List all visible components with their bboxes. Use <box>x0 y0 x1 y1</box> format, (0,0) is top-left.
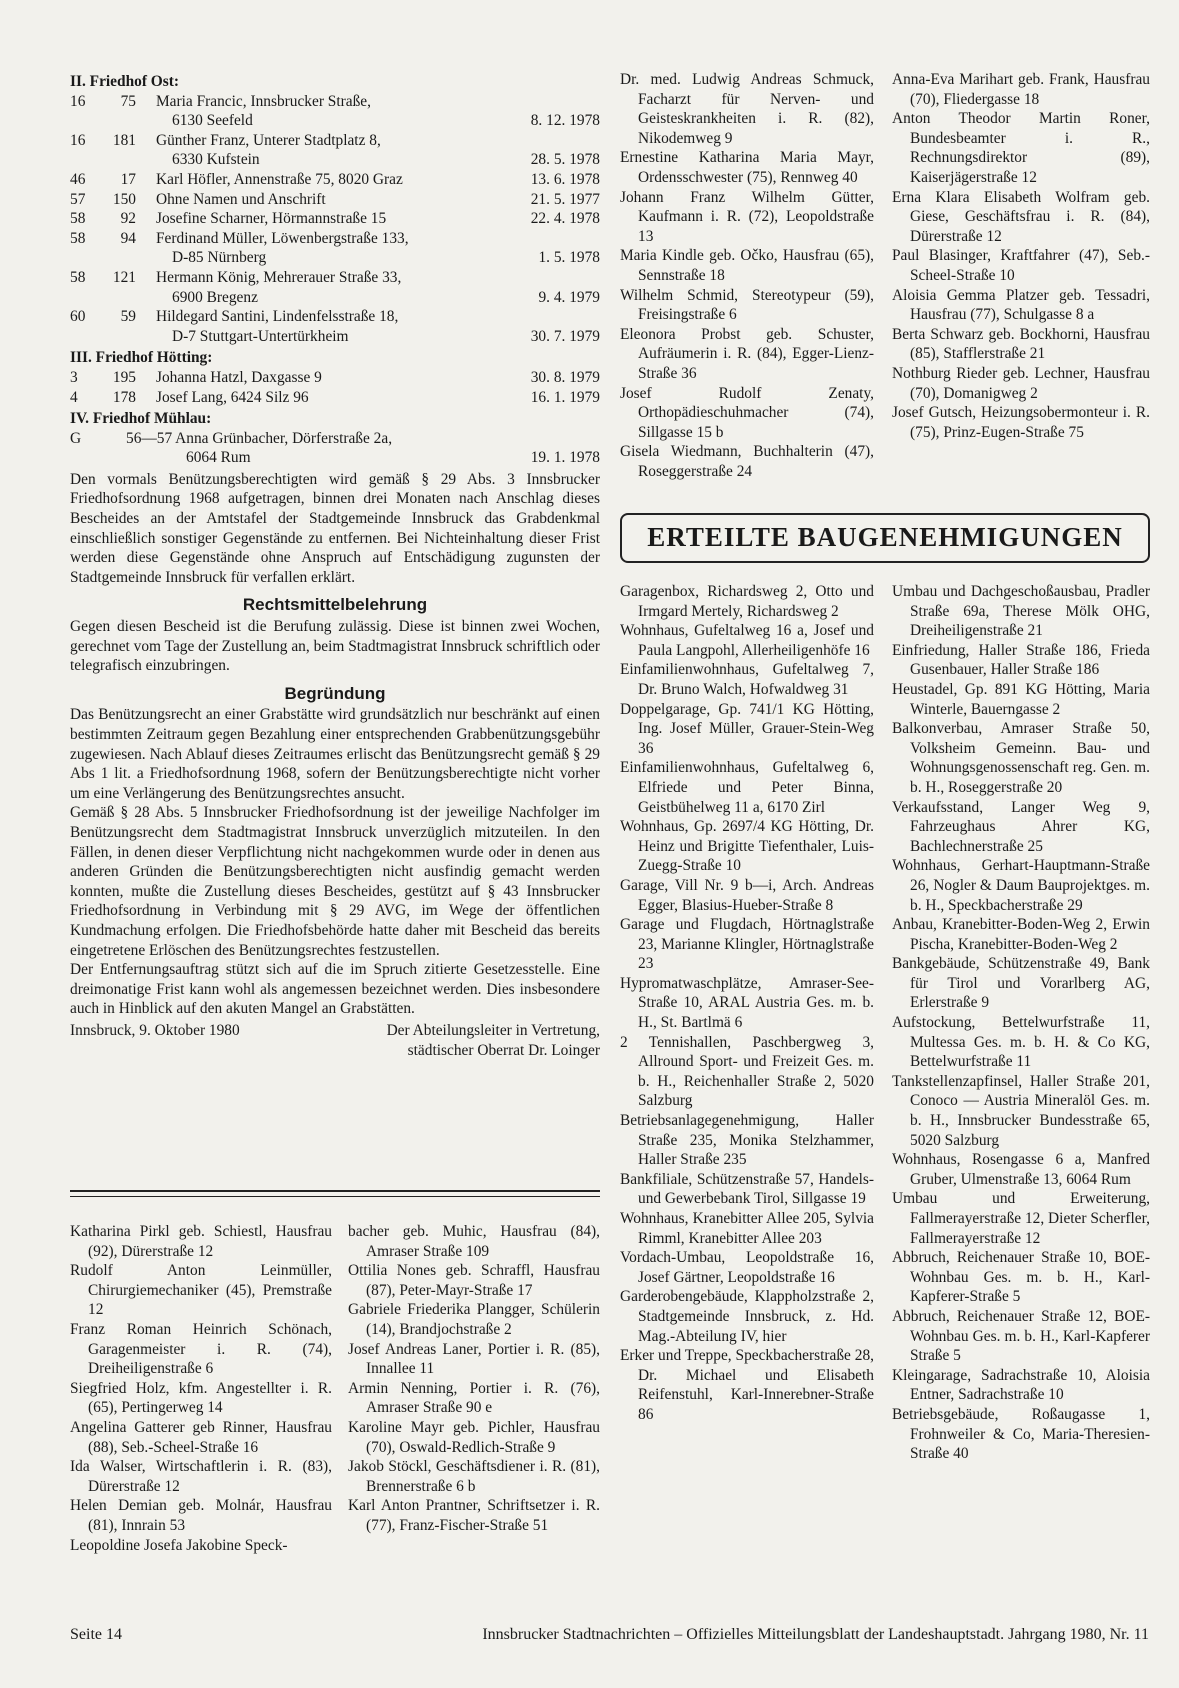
permit-entry: Verkaufsstand, Langer Weg 9, Fahrzeughaus Ahrer KG, Bachlechnerstraße 25 <box>892 798 1150 855</box>
grave-row <box>70 429 600 468</box>
building-permits-banner: ERTEILTE BAUGENEHMIGUNGEN <box>620 513 1150 563</box>
grave-date: 9. 4. 1979 <box>538 288 600 306</box>
death-list-col-4 <box>892 70 1150 442</box>
death-entry: Anton Theodor Martin Roner, Bundesbeamter i. R., Rechnungsdirektor (89), Kaiserjägerstraße 12 <box>892 110 1150 186</box>
grave-number: 94 <box>120 229 136 247</box>
grave-field: 46 <box>70 170 86 188</box>
grave-field: 3 <box>70 368 78 386</box>
grave-number: 195 <box>112 368 136 386</box>
grave-desc <box>156 170 498 190</box>
divider-rule <box>70 1190 600 1192</box>
grave-desc-line: D-85 Nürnberg <box>172 249 267 267</box>
permit-entry: Garage, Vill Nr. 9 b—i, Arch. Andreas Egger, Blasius-Hueber-Straße 8 <box>620 876 874 914</box>
death-entry: Gabriele Friederika Plangger, Schülerin (14), Brandjochstraße 2 <box>348 1301 600 1338</box>
page-number: Seite 14 <box>70 1626 122 1643</box>
page-footer <box>70 1625 1149 1645</box>
death-entry: Ernestine Katharina Maria Mayr, Ordensschwester (75), Rennweg 40 <box>620 149 874 186</box>
grave-desc <box>156 268 498 307</box>
permit-entry: Umbau und Erweiterung, Fallmerayerstraße 12, Dieter Scherfler, Fallmerayerstraße 12 <box>892 1190 1150 1247</box>
grave-desc-line: 6130 Seefeld <box>172 112 253 130</box>
grave-desc <box>156 229 498 268</box>
grave-desc-line: Maria Francic, Innsbrucker Straße, <box>156 92 371 110</box>
grave-desc-line: Ohne Namen und Anschrift <box>156 190 326 208</box>
death-list-col-2 <box>348 1222 600 1536</box>
grave-row <box>70 190 600 210</box>
death-entry: Aloisia Gemma Platzer geb. Tessadri, Hausfrau (77), Schulgasse 8 a <box>892 286 1150 324</box>
grave-desc-line: Josef Lang, 6424 Silz 96 <box>156 388 309 406</box>
grave-number: 17 <box>120 170 136 188</box>
grave-number: 178 <box>112 388 136 406</box>
removal-order-paragraph: Den vormals Benützungsberechtigten wird gemäß § 29 Abs. 3 Innsbrucker Friedhofsordnung 1968 aufgetragen, binnen drei Monaten nach Anschlag dieses Bescheides an der Amtstafel der Stadtgemeinde Innsbruck das Grabdenkmal einschließlich sonstiger Gegenstände zu entfernen. Bei Nichteinhaltung dieser Frist werden diese Gegenstände ohne Anspruch auf Entschädigung zugunsten der Stadtgemeinde Innsbruck für verfallen erklärt. <box>70 470 600 586</box>
grave-row <box>70 209 600 229</box>
permit-entry: Wohnhaus, Kranebitter Allee 205, Sylvia Rimml, Kranebitter Allee 203 <box>620 1210 874 1247</box>
permit-entry: Bankfiliale, Schützenstraße 57, Handels- und Gewerbebank Tirol, Sillgasse 19 <box>620 1170 874 1208</box>
permit-list-col-2 <box>892 582 1150 1464</box>
permit-entry: Abbruch, Reichenauer Straße 12, BOE-Wohnbau Ges. m. b. H., Karl-Kapferer Straße 5 <box>892 1307 1150 1365</box>
permit-entry: Garage und Flugdach, Hörtnaglstraße 23, Marianne Klingler, Hörtnaglstraße 23 <box>620 916 874 973</box>
grave-row <box>70 307 600 346</box>
death-entry: Paul Blasinger, Kraftfahrer (47), Seb.-Scheel-Straße 10 <box>892 247 1150 284</box>
death-entry: Anna-Eva Marihart geb. Frank, Hausfrau (70), Fliedergasse 18 <box>892 71 1150 108</box>
permit-entry: Kleingarage, Sadrachstraße 10, Aloisia Entner, Sadrachstraße 10 <box>892 1366 1150 1404</box>
grave-date: 30. 7. 1979 <box>530 327 600 345</box>
death-entry: Karoline Mayr geb. Pichler, Hausfrau (70), Oswald-Redlich-Straße 9 <box>348 1418 600 1456</box>
grave-number: 59 <box>120 308 136 326</box>
permit-entry: Garagenbox, Richardsweg 2, Otto und Irmgard Mertely, Richardsweg 2 <box>620 583 874 620</box>
grave-number: 75 <box>120 92 136 110</box>
death-entry: Helen Demian geb. Molnár, Hausfrau (81), Innrain 53 <box>70 1497 332 1534</box>
grave-desc-line: D-7 Stuttgart-Untertürkheim <box>172 327 349 345</box>
grave-field: 58 <box>70 210 86 228</box>
permit-entry: Hypromatwaschplätze, Amraser-See-Straße 10, ARAL Austria Ges. m. b. H., St. Bartlmä 6 <box>620 974 874 1032</box>
death-entry: Erna Klara Elisabeth Wolfram geb. Giese, Geschäftsfrau i. R. (84), Dürerstraße 12 <box>892 188 1150 245</box>
death-list-col-1 <box>70 1222 332 1555</box>
grave-desc <box>156 190 498 210</box>
permit-entry: Garderobengebäude, Klappholzstraße 2, Stadtgemeinde Innsbruck, z. Hd. Mag.-Abteilung IV, hier <box>620 1288 874 1345</box>
permit-entry: Vordach-Umbau, Leopoldstraße 16, Josef Gärtner, Leopoldstraße 16 <box>620 1249 874 1286</box>
permit-entry: 2 Tennishallen, Paschbergweg 3, Allround Sport- und Freizeit Ges. m. b. H., Reichenhaller Straße 2, 5020 Salzburg <box>620 1033 874 1110</box>
grave-field: 4 <box>70 388 78 406</box>
grave-row <box>70 368 600 388</box>
grave-row <box>70 268 600 307</box>
grave-desc-line: 6900 Bregenz <box>172 288 258 306</box>
grave-date: 16. 1. 1979 <box>530 388 600 406</box>
permit-entry: Tankstellenzapfinsel, Haller Straße 201, Conoco — Austria Mineralöl Ges. m. b. H., Innsbrucker Bundesstraße 65, 5020 Salzburg <box>892 1072 1150 1149</box>
death-entry: Siegfried Holz, kfm. Angestellter i. R. (65), Pertingerweg 14 <box>70 1379 332 1417</box>
grave-desc-line: Josefine Scharner, Hörmannstraße 15 <box>156 210 387 228</box>
grave-desc-line: 6064 Rum <box>186 449 251 467</box>
grave-field: 60 <box>70 308 86 326</box>
grave-desc-line: Hermann König, Mehrerauer Straße 33, <box>156 268 402 286</box>
grave-row <box>70 131 600 170</box>
grave-desc-line: 56—57 Anna Grünbacher, Dörferstraße 2a, <box>126 429 393 447</box>
grave-date: 21. 5. 1977 <box>530 190 600 208</box>
grave-field: 16 <box>70 131 86 149</box>
permit-entry: Erker und Treppe, Speckbacherstraße 28, Dr. Michael und Elisabeth Reifenstuhl, Karl-Innerebner-Straße 86 <box>620 1347 874 1423</box>
grave-date: 8. 12. 1978 <box>530 112 600 130</box>
death-entry: Josef Rudolf Zenaty, Orthopädieschuhmacher (74), Sillgasse 15 b <box>620 384 874 441</box>
grave-desc <box>156 131 498 170</box>
grave-desc <box>156 209 498 229</box>
legal-remedy-heading: Rechtsmittelbelehrung <box>242 595 428 615</box>
grave-number: 150 <box>112 190 136 208</box>
permit-entry: Wohnhaus, Gerhart-Hauptmann-Straße 26, Nogler & Daum Bauprojektges. m. b. H., Speckbacherstraße 29 <box>892 857 1150 914</box>
permit-entry: Abbruch, Reichenauer Straße 10, BOE-Wohnbau Ges. m. b. H., Karl-Kapferer-Straße 5 <box>892 1249 1150 1306</box>
grave-date: 22. 4. 1978 <box>530 210 600 228</box>
death-entry: Rudolf Anton Leinmüller, Chirurgiemechaniker (45), Premstraße 12 <box>70 1262 332 1319</box>
grave-date: 30. 8. 1979 <box>530 368 600 386</box>
permit-entry: Bankgebäude, Schützenstraße 49, Bank für Tirol und Vorarlberg AG, Erlerstraße 9 <box>892 955 1150 1012</box>
grave-desc <box>156 388 498 408</box>
death-entry: Katharina Pirkl geb. Schiestl, Hausfrau (92), Dürerstraße 12 <box>70 1223 332 1260</box>
grave-number: 181 <box>112 131 136 149</box>
justification-paragraph-3: Der Entfernungsauftrag stützt sich auf die im Spruch zitierte Gesetzesstelle. Eine dreimonatige Frist kann wohl als angemessen bezeichnet werden. Dies insbesondere auch in Hinblick auf den akuten Mangel an Grabstätten. <box>70 961 600 1018</box>
section-heading-muehlau: IV. Friedhof Mühlau: <box>70 410 212 428</box>
permit-entry: Betriebsanlagegenehmigung, Haller Straße 235, Monika Stelzhammer, Haller Straße 235 <box>620 1112 874 1169</box>
death-list-col-3 <box>620 70 874 481</box>
permit-entry: Aufstockung, Bettelwurfstraße 11, Multessa Ges. m. b. H. & Co KG, Bettelwurfstraße 11 <box>892 1014 1150 1071</box>
permit-entry: Einfamilienwohnhaus, Gufeltalweg 7, Dr. Bruno Walch, Hofwaldweg 31 <box>620 661 874 698</box>
grave-desc <box>96 429 498 468</box>
signature-line-2: städtischer Oberrat Dr. Loinger <box>407 1041 600 1059</box>
death-entry: Berta Schwarz geb. Bockhorni, Hausfrau (85), Stafflerstraße 21 <box>892 325 1150 363</box>
permit-entry: Wohnhaus, Gp. 2697/4 KG Hötting, Dr. Heinz und Brigitte Tiefenthaler, Luis-Zuegg-Straße 10 <box>620 818 874 875</box>
section-heading-ost: II. Friedhof Ost: <box>70 73 180 90</box>
section-heading-hoetting: III. Friedhof Hötting: <box>70 349 213 367</box>
grave-desc-line: Johanna Hatzl, Daxgasse 9 <box>156 368 322 386</box>
grave-desc-line: Günther Franz, Unterer Stadtplatz 8, <box>156 131 381 149</box>
grave-date: 1. 5. 1978 <box>538 249 600 267</box>
death-entry: Ida Walser, Wirtschaftlerin i. R. (83), Dürerstraße 12 <box>70 1458 332 1495</box>
permit-entry: Betriebsgebäude, Roßaugasse 1, Frohnweiler & Co, Maria-Theresien-Straße 40 <box>892 1405 1150 1463</box>
grave-row <box>70 170 600 190</box>
permit-list-col-1 <box>620 582 874 1425</box>
permit-entry: Einfriedung, Haller Straße 186, Frieda Gusenbauer, Haller Straße 186 <box>892 641 1150 679</box>
permit-entry: Wohnhaus, Gufeltalweg 16 a, Josef und Paula Langpohl, Allerheiligenhöfe 16 <box>620 622 874 659</box>
permit-entry: Einfamilienwohnhaus, Gufeltalweg 6, Elfriede und Peter Binna, Geistbühelweg 11 a, 6170 Zirl <box>620 759 874 816</box>
death-entry: Nothburg Rieder geb. Lechner, Hausfrau (70), Domanigweg 2 <box>892 364 1150 402</box>
permit-entry: Wohnhaus, Rosengasse 6 a, Manfred Gruber, Ulmenstraße 13, 6064 Rum <box>892 1151 1150 1188</box>
death-entry: bacher geb. Muhic, Hausfrau (84), Amraser Straße 109 <box>348 1223 600 1260</box>
grave-field: 58 <box>70 229 86 247</box>
legal-remedy-text: Gegen diesen Bescheid ist die Berufung zulässig. Diese ist binnen zwei Wochen, gerechnet vom Tage der Zustellung an, beim Stadtmagistrat Innsbruck schriftlich oder telegrafisch einzubringen. <box>70 618 600 675</box>
death-entry: Armin Nenning, Portier i. R. (76), Amraser Straße 90 e <box>348 1379 600 1417</box>
death-entry: Maria Kindle geb. Očko, Hausfrau (65), Sennstraße 18 <box>620 247 874 284</box>
grave-date: 19. 1. 1978 <box>530 449 600 467</box>
grave-desc-line: Ferdinand Müller, Löwenbergstraße 133, <box>156 229 409 247</box>
permit-entry: Doppelgarage, Gp. 741/1 KG Hötting, Ing. Josef Müller, Grauer-Stein-Weg 36 <box>620 700 874 757</box>
justification-paragraph-2: Gemäß § 28 Abs. 5 Innsbrucker Friedhofsordnung ist der jeweilige Nachfolger im Benützungsrecht dem Stadtmagistrat Innsbruck unverzüglich mitzuteilen. In den Fällen, in denen dieser Verpflichtung nicht nachgekommen wurde oder in denen aus anderen Gründen die Benützungsberechtigten nicht ausfindig gemacht werden konnten, mußte die Zustellung dieses Bescheides, gestützt auf § 43 Innsbrucker Friedhofsordnung in Verbindung mit § 29 AVG, im Wege der öffentlichen Kundmachung erfolgen. Die Friedhofsbehörde hatte daher mit Bescheid das bereits eingetretene Erlöschen des Benützungsrechtes festzustellen. <box>70 804 600 959</box>
grave-number: 92 <box>120 210 136 228</box>
grave-field: 16 <box>70 92 86 110</box>
signature-line-1: Der Abteilungsleiter in Vertretung, <box>386 1021 600 1039</box>
grave-date: 28. 5. 1978 <box>530 151 600 169</box>
grave-desc-line: Hildegard Santini, Lindenfelsstraße 18, <box>156 308 399 326</box>
death-entry: Gisela Wiedmann, Buchhalterin (47), Roseggerstraße 24 <box>620 443 874 480</box>
grave-list-hoetting <box>70 368 600 407</box>
grave-field: 58 <box>70 268 86 286</box>
death-entry: Johann Franz Wilhelm Gütter, Kaufmann i. R. (72), Leopoldstraße 13 <box>620 188 874 245</box>
signature-official <box>387 1021 600 1060</box>
death-entry: Leopoldine Josefa Jakobine Speck- <box>70 1536 288 1554</box>
grave-desc <box>156 368 498 388</box>
justification-heading: Begründung <box>284 683 386 703</box>
cemetery-notice <box>70 70 600 1060</box>
grave-field: G <box>70 429 82 447</box>
permit-entry: Anbau, Kranebitter-Boden-Weg 2, Erwin Pischa, Kranebitter-Boden-Weg 2 <box>892 916 1150 953</box>
signature-block <box>70 1021 600 1060</box>
death-entry: Angelina Gatterer geb Rinner, Hausfrau (88), Seb.-Scheel-Straße 16 <box>70 1418 332 1456</box>
divider-rule <box>70 1196 600 1197</box>
death-entry: Ottilia Nones geb. Schraffl, Hausfrau (87), Peter-Mayr-Straße 17 <box>348 1262 600 1299</box>
death-entry: Wilhelm Schmid, Stereotypeur (59), Freisingstraße 6 <box>620 286 874 324</box>
grave-row <box>70 229 600 268</box>
grave-desc <box>156 92 498 131</box>
permit-entry: Heustadel, Gp. 891 KG Hötting, Maria Winterle, Bauerngasse 2 <box>892 680 1150 718</box>
death-entry: Josef Andreas Laner, Portier i. R. (85), Innallee 11 <box>348 1340 600 1378</box>
signature-place-date: Innsbruck, 9. Oktober 1980 <box>70 1021 240 1039</box>
grave-row <box>70 388 600 408</box>
grave-list-ost <box>70 92 600 347</box>
publication-title: Innsbrucker Stadtnachrichten – Offizielles Mitteilungsblatt der Landeshauptstadt. Jahrgang 1980, Nr. 11 <box>482 1626 1149 1643</box>
permit-entry: Umbau und Dachgeschoßausbau, Pradler Straße 69a, Therese Mölk OHG, Dreiheiligenstraße 21 <box>892 583 1150 640</box>
grave-desc-line: Karl Höfler, Annenstraße 75, 8020 Graz <box>156 170 403 188</box>
permit-entry: Balkonverbau, Amraser Straße 50, Volksheim Gemeinn. Bau- und Wohnungsgenossenschaft reg. Gen. m. b. H., Roseggerstraße 20 <box>892 720 1150 796</box>
grave-number: 121 <box>112 268 136 286</box>
death-entry: Franz Roman Heinrich Schönach, Garagenmeister i. R. (74), Dreiheiligenstraße 6 <box>70 1320 332 1378</box>
grave-field: 57 <box>70 190 86 208</box>
justification-paragraph-1: Das Benützungsrecht an einer Grabstätte wird grundsätzlich nur beschränkt auf einen bestimmten Zeitraum gegen Bezahlung einer entsprechenden Grabbenützungsgebühr zugewiesen. Nach Ablauf dieses Zeitraumes erlischt das Benützungsrecht gemäß § 29 Abs 1 lit. a Friedhofsordnung 1968, sofern der Benützungsberechtigte nicht vorher um eine Verlängerung des Benützungsrechtes ansucht. <box>70 706 600 802</box>
death-entry: Josef Gutsch, Heizungsobermonteur i. R. (75), Prinz-Eugen-Straße 75 <box>892 404 1150 441</box>
grave-row <box>70 92 600 131</box>
death-entry: Karl Anton Prantner, Schriftsetzer i. R. (77), Franz-Fischer-Straße 51 <box>348 1497 600 1534</box>
death-entry: Eleonora Probst geb. Schuster, Aufräumerin i. R. (84), Egger-Lienz-Straße 36 <box>620 325 874 382</box>
death-entry: Jakob Stöckl, Geschäftsdiener i. R. (81), Brennerstraße 6 b <box>348 1458 600 1495</box>
grave-desc <box>156 307 498 346</box>
grave-date: 13. 6. 1978 <box>530 170 600 188</box>
grave-desc-line: 6330 Kufstein <box>172 151 260 169</box>
death-entry: Dr. med. Ludwig Andreas Schmuck, Facharzt für Nerven- und Geisteskrankheiten i. R. (82), Nikodemweg 9 <box>620 71 874 147</box>
